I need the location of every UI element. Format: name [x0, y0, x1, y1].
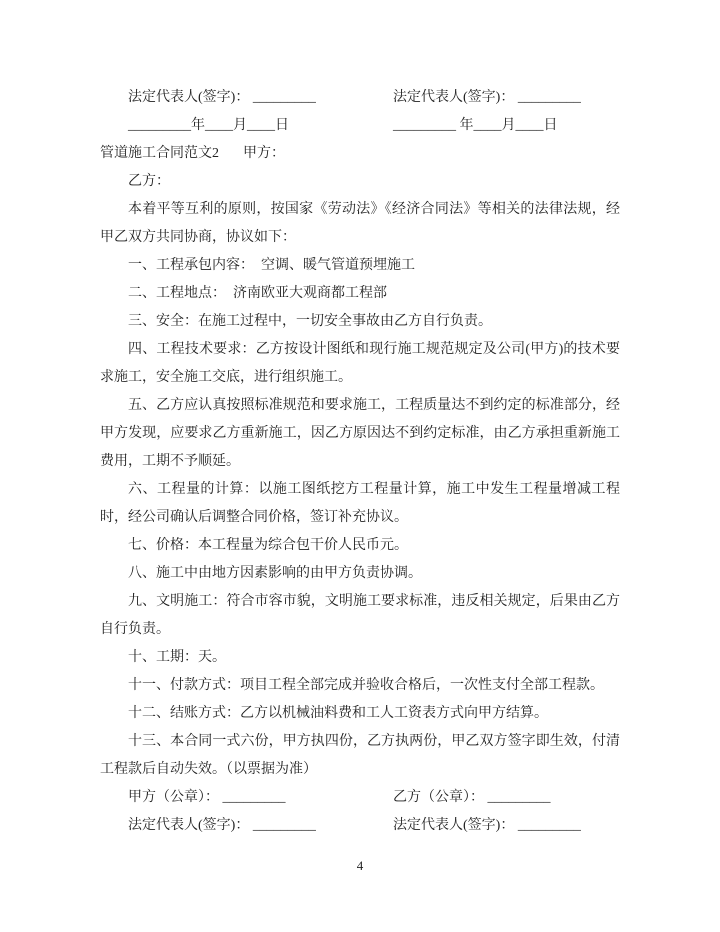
date-line-left: _________年____月____日 — [128, 118, 289, 133]
page-number: 4 — [356, 858, 364, 873]
paragraph-clause-13: 十三、本合同一式六份，甲方执四份，乙方执两份，甲乙双方签字即生效，付清工程款后自动失效。（以票据为准） — [100, 734, 620, 777]
paragraph-clause-11: 十一、付款方式：项目工程全部完成并验收合格后，一次性支付全部工程款。 — [128, 678, 604, 693]
paragraph-clause-12: 十二、结账方式：乙方以机械油料费和工人工资表方式向甲方结算。 — [128, 706, 548, 721]
paragraph-clause-7: 七、价格：本工程量为综合包干价人民币元。 — [128, 538, 408, 553]
seal-row-bottom — [100, 784, 620, 812]
paragraph-clause-8: 八、施工中由地方因素影响的由甲方负责协调。 — [128, 566, 422, 581]
representative-signature-line-bottom-left: 法定代表人(签字)： _________ — [128, 818, 316, 833]
party-b-seal-line: 乙方（公章）： _________ — [393, 790, 551, 805]
paragraph-clause-10: 十、工期：天。 — [128, 650, 226, 665]
paragraph-clause-5: 五、乙方应认真按照标准规范和要求施工，工程质量达不到约定的标准部分，经甲方发现，应要求乙方重新施工，因乙方原因达不到约定标准，由乙方承担重新施工费用，工期不予顺延。 — [100, 398, 620, 469]
paragraph-clause-9: 九、文明施工：符合市容市貌，文明施工要求标准，违反相关规定，后果由乙方自行负责。 — [100, 594, 620, 637]
paragraph-preamble: 本着平等互利的原则，按国家《劳动法》《经济合同法》等相关的法律法规，经甲乙双方共同协商，协议如下： — [100, 202, 620, 245]
signature-row-top — [100, 84, 620, 112]
paragraph-clause-6: 六、工程量的计算：以施工图纸挖方工程量计算，施工中发生工程量增减工程时，经公司确认后调整合同价格，签订补充协议。 — [100, 482, 620, 525]
section-title-row — [100, 140, 620, 168]
paragraph-clause-2: 二、工程地点： 济南欧亚大观商都工程部 — [128, 286, 387, 301]
contract-body — [100, 84, 620, 840]
representative-signature-line-left: 法定代表人(签字)： _________ — [128, 90, 316, 105]
representative-signature-line-right: 法定代表人(签字)： _________ — [393, 90, 581, 105]
paragraph-clause-4: 四、工程技术要求：乙方按设计图纸和现行施工规范规定及公司(甲方)的技术要求施工，安全施工交底，进行组织施工。 — [100, 342, 620, 385]
paragraph-clause-3: 三、安全：在施工过程中，一切安全事故由乙方自行负责。 — [128, 314, 492, 329]
section-title: 管道施工合同范文2 — [100, 146, 219, 161]
signature-row-bottom — [100, 812, 620, 840]
party-a-seal-line: 甲方（公章）： _________ — [128, 790, 286, 805]
representative-signature-line-bottom-right: 法定代表人(签字)： _________ — [393, 818, 581, 833]
party-a-label: 甲方： — [243, 146, 285, 161]
date-row-top — [100, 112, 620, 140]
paragraph-party-b: 乙方： — [128, 174, 170, 189]
date-line-right: _________ 年____月____日 — [393, 118, 558, 133]
paragraph-clause-1: 一、工程承包内容： 空调、暖气管道预埋施工 — [128, 258, 415, 273]
